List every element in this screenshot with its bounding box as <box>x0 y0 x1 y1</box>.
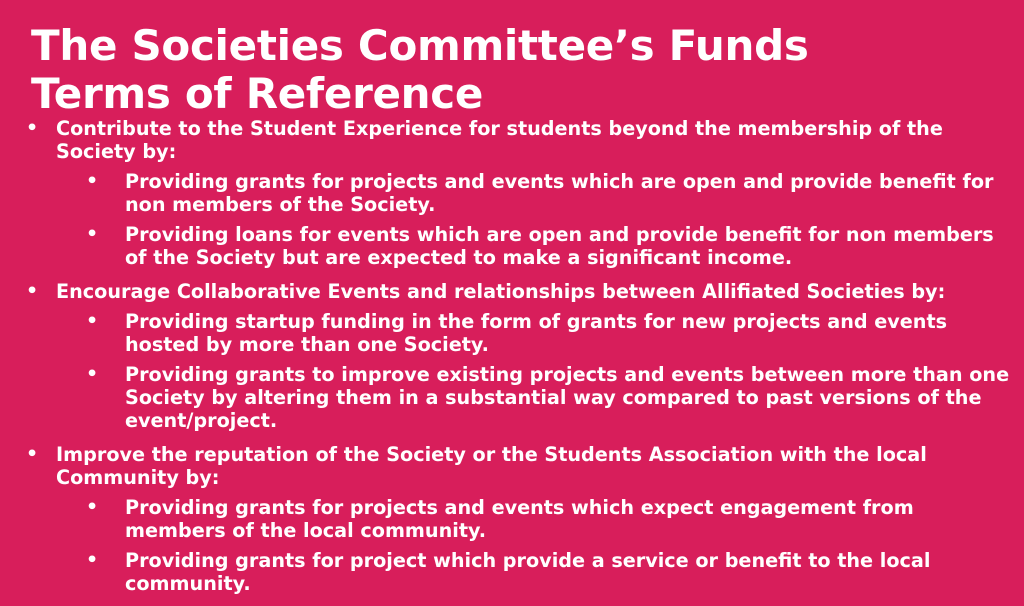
section-item-text: Providing grants for projects and events which expect engagement from members of the local community. <box>125 496 914 542</box>
section-item <box>86 496 1016 542</box>
section-items <box>56 496 1016 595</box>
section-items <box>56 170 1016 269</box>
section-heading: Encourage Collaborative Events and relationships between Allifiated Societies by: <box>56 280 946 303</box>
section-heading: Contribute to the Student Experience for students beyond the membership of the Society by: <box>56 117 943 163</box>
section-items <box>56 310 1016 432</box>
section-item <box>86 170 1016 216</box>
section-heading: Improve the reputation of the Society or the Students Association with the local Community by: <box>56 443 927 489</box>
bullet-icon: • <box>86 310 99 332</box>
section-item <box>86 223 1016 269</box>
bullet-icon: • <box>26 443 39 465</box>
section-item <box>86 549 1016 595</box>
bullet-icon: • <box>86 549 99 571</box>
terms-section <box>26 443 1016 595</box>
section-item-text: Providing grants for project which provide a service or benefit to the local community. <box>125 549 931 595</box>
slide-body <box>26 117 1016 606</box>
title-line-1: The Societies Committee’s Funds <box>31 21 809 70</box>
bullet-icon: • <box>86 363 99 385</box>
section-item <box>86 310 1016 356</box>
bullet-icon: • <box>86 223 99 245</box>
bullet-icon: • <box>26 280 39 302</box>
terms-section <box>26 280 1016 432</box>
title-line-2: Terms of Reference <box>31 69 484 118</box>
section-item <box>86 363 1016 432</box>
bullet-icon: • <box>26 117 39 139</box>
terms-list <box>26 117 1016 595</box>
section-item-text: Providing grants for projects and events which are open and provide benefit for non members of the Society. <box>125 170 994 216</box>
bullet-icon: • <box>86 496 99 518</box>
section-item-text: Providing grants to improve existing projects and events between more than one Society by altering them in a substantial way compared to past versions of the event/project. <box>125 363 1010 432</box>
terms-section <box>26 117 1016 269</box>
slide-title <box>31 22 809 118</box>
bullet-icon: • <box>86 170 99 192</box>
section-item-text: Providing startup funding in the form of grants for new projects and events hosted by more than one Society. <box>125 310 948 356</box>
section-item-text: Providing loans for events which are open and provide benefit for non members of the Society but are expected to make a significant income. <box>125 223 994 269</box>
